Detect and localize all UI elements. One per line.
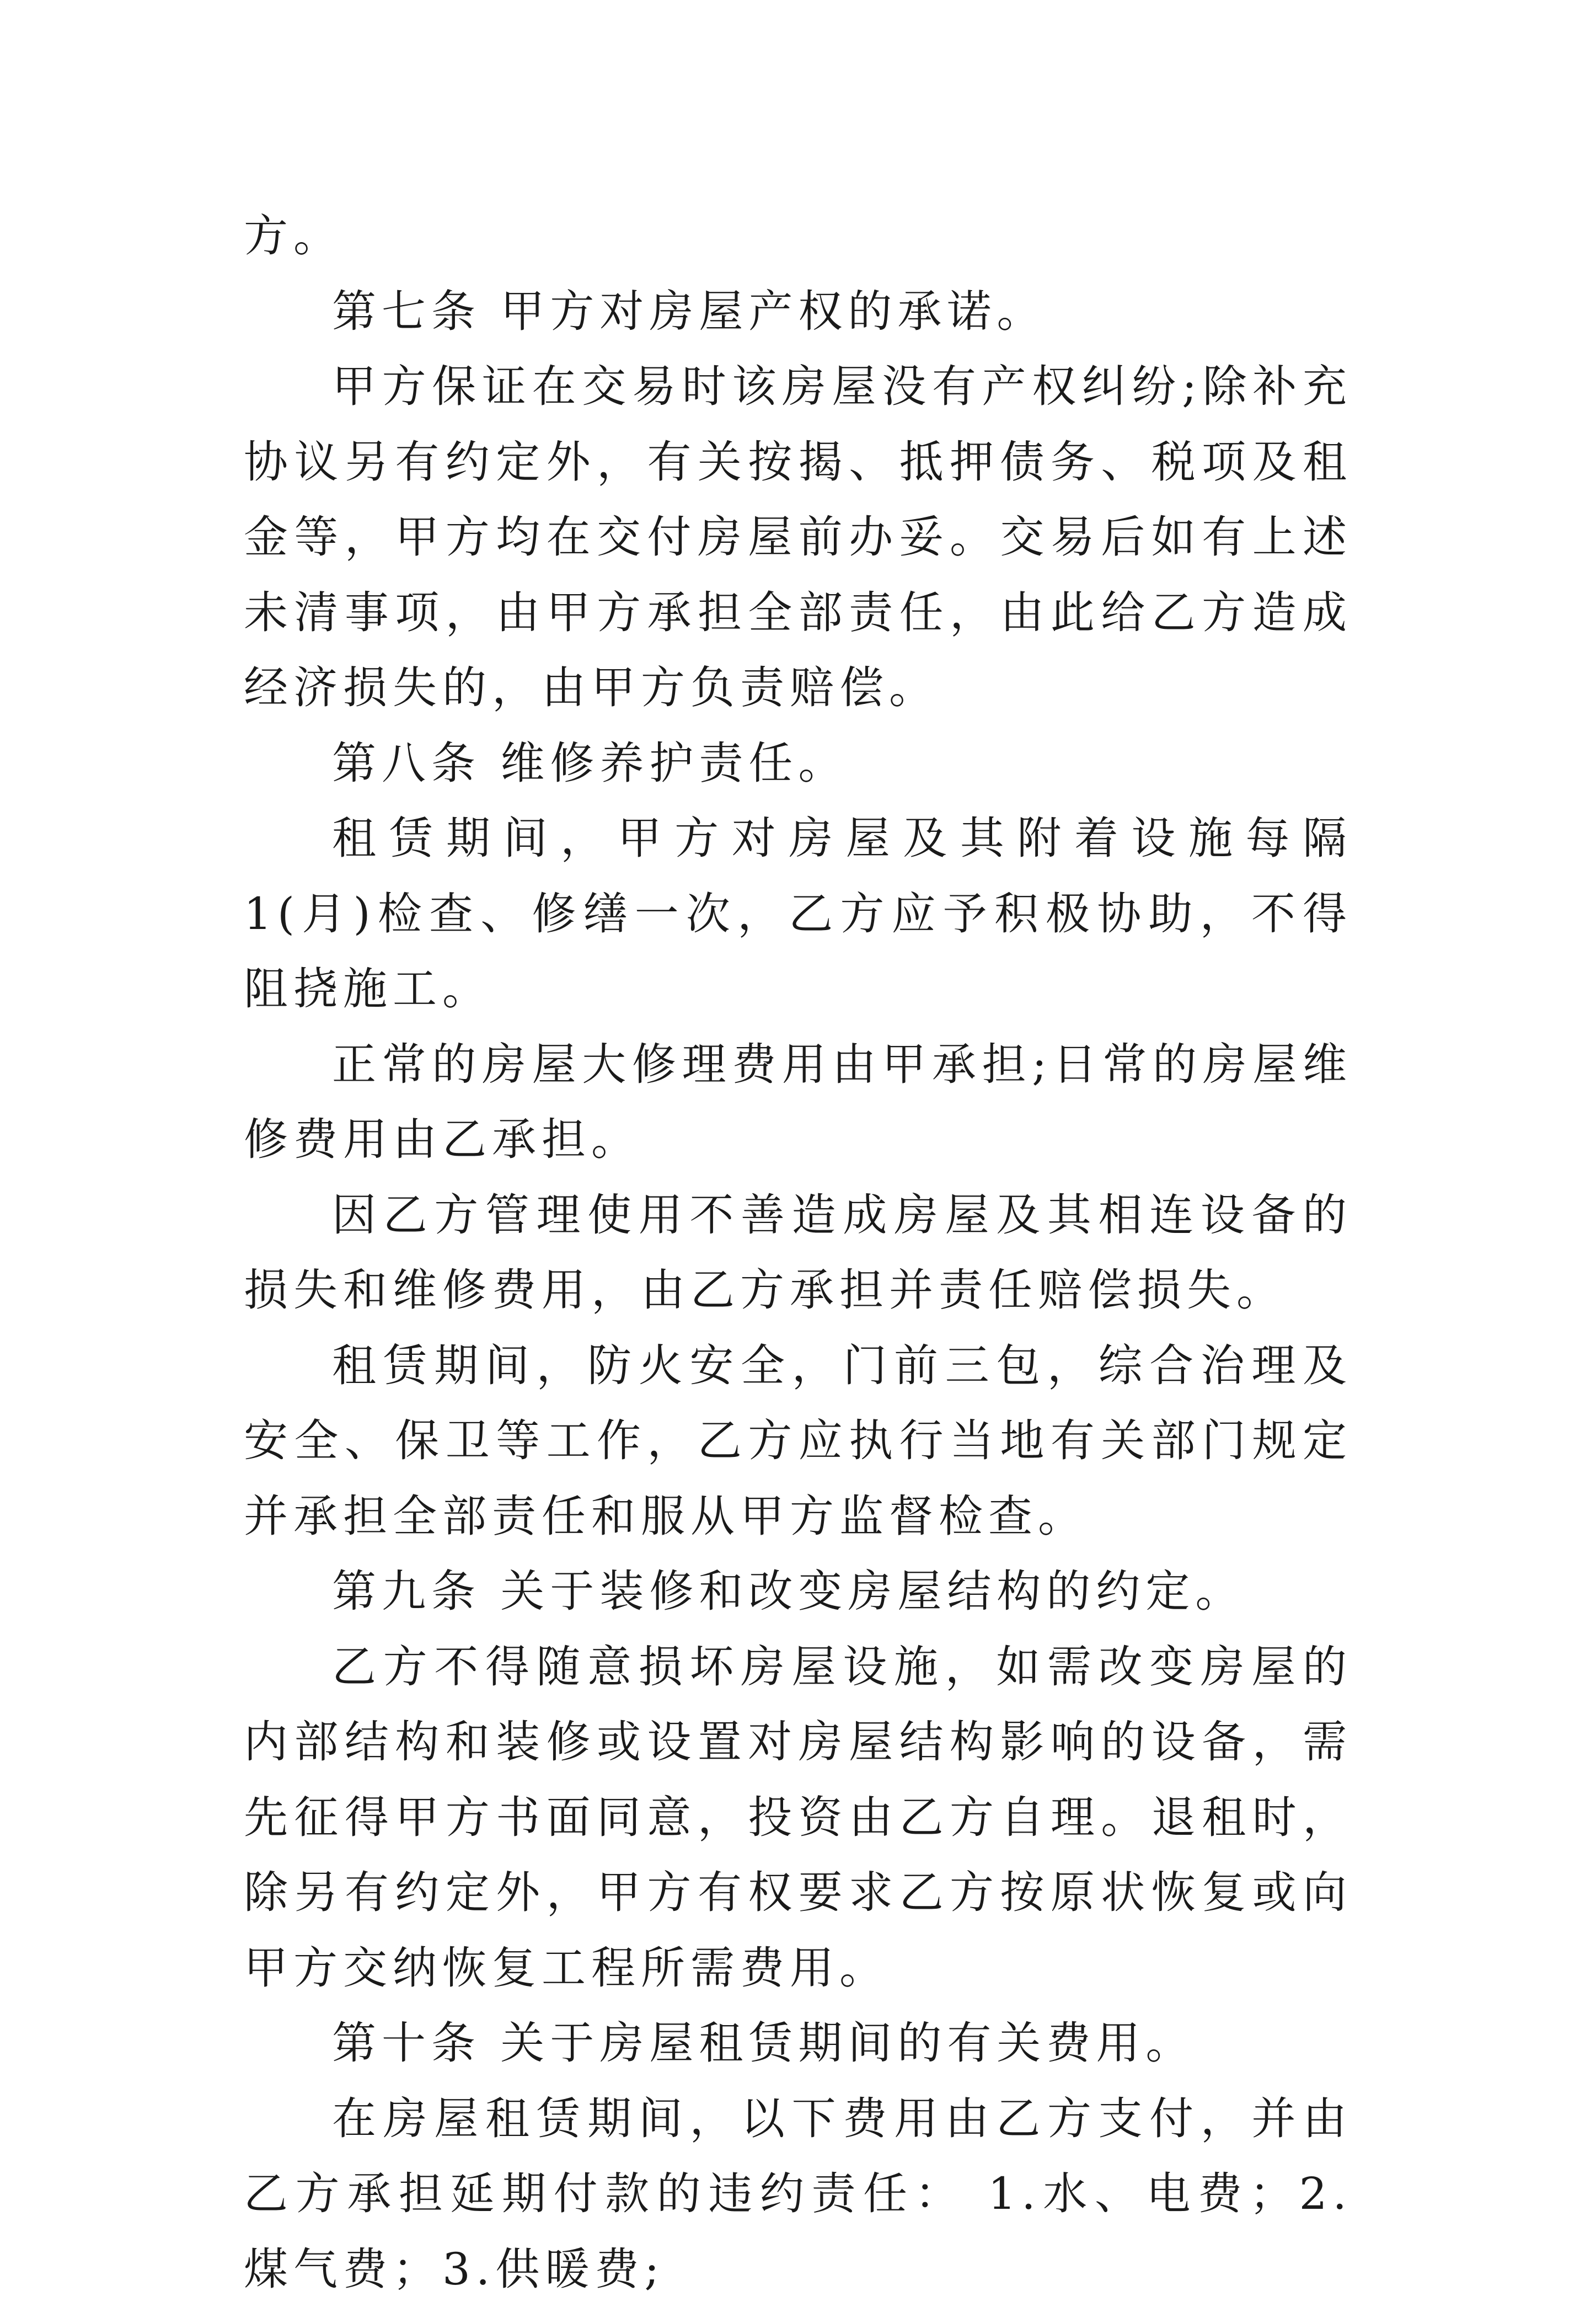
- article-7-body: 甲方保证在交易时该房屋没有产权纠纷;除补充协议另有约定外，有关按揭、抵押债务、税项及租金等，甲方均在交付房屋前办妥。交易后如有上述未清事项，由甲方承担全部责任，由此给乙方造成经济损失的，由甲方负责赔偿。: [244, 349, 1352, 726]
- document-body: [244, 199, 1352, 2307]
- article-8-body-safety: 租赁期间，防火安全，门前三包，综合治理及安全、保卫等工作，乙方应执行当地有关部门规定并承担全部责任和服从甲方监督检查。: [244, 1328, 1352, 1555]
- article-8-body-damage: 因乙方管理使用不善造成房屋及其相连设备的损失和维修费用，由乙方承担并责任赔偿损失。: [244, 1178, 1352, 1328]
- article-8-body-repair-costs: 正常的房屋大修理费用由甲承担;日常的房屋维修费用由乙承担。: [244, 1027, 1352, 1178]
- paragraph-continuation: 方。: [244, 199, 1352, 274]
- article-9-body: 乙方不得随意损坏房屋设施，如需改变房屋的内部结构和装修或设置对房屋结构影响的设备，需先征得甲方书面同意，投资由乙方自理。退租时，除另有约定外，甲方有权要求乙方按原状恢复或向甲方交纳恢复工程所需费用。: [244, 1630, 1352, 2006]
- article-9-heading: 第九条 关于装修和改变房屋结构的约定。: [244, 1554, 1352, 1630]
- article-10-body: 在房屋租赁期间，以下费用由乙方支付，并由乙方承担延期付款的违约责任： 1.水、电费；2.煤气费；3.供暖费;: [244, 2081, 1352, 2307]
- article-10-heading: 第十条 关于房屋租赁期间的有关费用。: [244, 2006, 1352, 2081]
- article-8-heading: 第八条 维修养护责任。: [244, 726, 1352, 802]
- article-8-body-inspection: 租赁期间，甲方对房屋及其附着设施每隔1(月)检查、修缮一次，乙方应予积极协助，不得阻挠施工。: [244, 801, 1352, 1027]
- article-7-heading: 第七条 甲方对房屋产权的承诺。: [244, 274, 1352, 350]
